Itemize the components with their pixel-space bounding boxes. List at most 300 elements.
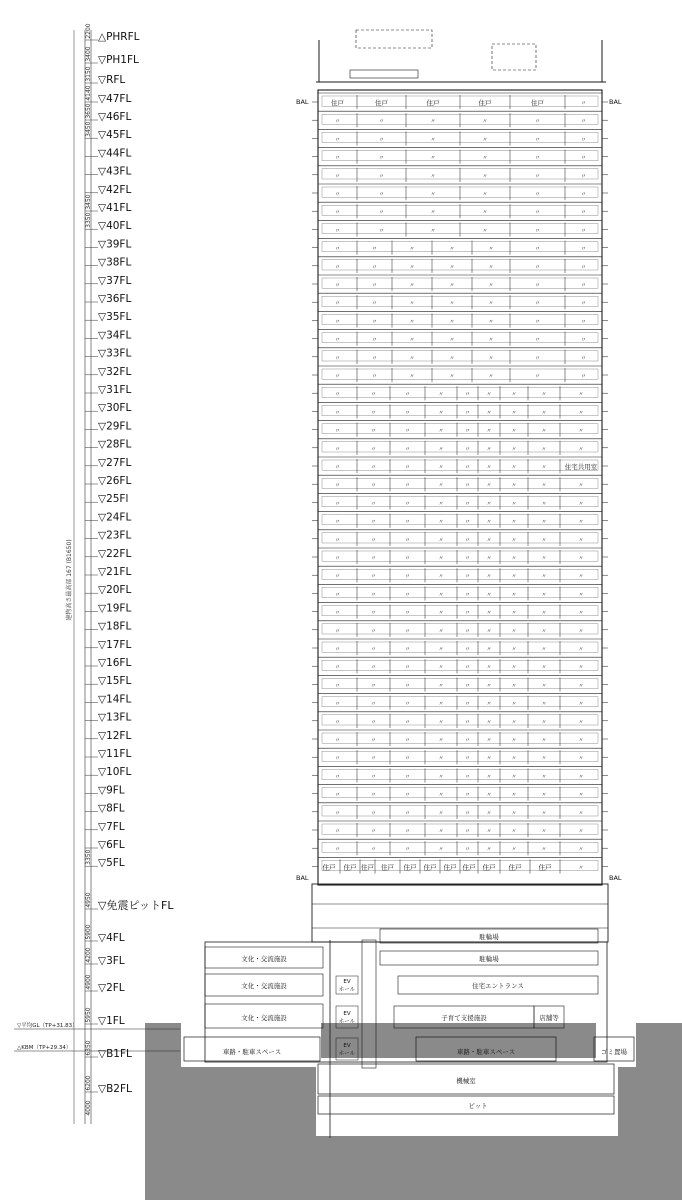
level-dim-45FL: 3450 xyxy=(85,121,92,137)
unit-label: 〃 xyxy=(541,446,547,453)
unit-label: 〃 xyxy=(464,665,471,672)
unit-label: 〃 xyxy=(334,483,341,490)
unit-label: 〃 xyxy=(370,610,377,617)
bal-label-east-top: BAL xyxy=(609,98,622,106)
unit-label: 〃 xyxy=(488,355,494,362)
unit-label: 〃 xyxy=(486,665,492,672)
level-label-5FL: ▽5FL xyxy=(98,857,125,870)
unit-label: 〃 xyxy=(541,683,547,690)
unit-label: 〃 xyxy=(334,592,341,599)
tower-floor-band xyxy=(322,351,598,361)
unit-label: 〃 xyxy=(482,210,488,217)
unit-label: 〃 xyxy=(334,155,341,162)
level-label-8FL: ▽8FL xyxy=(98,802,125,815)
unit-label: 〃 xyxy=(534,137,541,144)
unit-label: 住戸 xyxy=(331,99,344,107)
ev-label-b1: EV xyxy=(343,1043,351,1049)
unit-label: 〃 xyxy=(541,574,547,581)
unit-label: 〃 xyxy=(578,865,584,872)
unit-label: 〃 xyxy=(334,264,341,271)
unit-label: 〃 xyxy=(438,756,444,763)
unit-label: 〃 xyxy=(334,428,341,435)
level-label-32FL: ▽32FL xyxy=(98,365,132,378)
unit-label: 住戸 xyxy=(531,99,544,107)
unit-label: 〃 xyxy=(404,628,411,635)
unit-label: 〃 xyxy=(486,719,492,726)
unit-label: 〃 xyxy=(404,847,411,854)
unit-label: 〃 xyxy=(438,519,444,526)
podium-pit-zone xyxy=(312,884,608,942)
total-height-label: 建物高さ最高部 167 (B1650) xyxy=(66,539,73,621)
unit-label: 〃 xyxy=(486,446,492,453)
unit-label: 〃 xyxy=(511,628,517,635)
unit-label: 〃 xyxy=(486,410,492,417)
unit-label: 住戸 xyxy=(343,863,357,872)
unit-label: 住戸 xyxy=(538,863,552,872)
unit-label: 〃 xyxy=(438,628,444,635)
unit-label: 〃 xyxy=(534,283,541,289)
unit-label: 〃 xyxy=(464,592,471,599)
unit-label: 〃 xyxy=(541,829,547,835)
hall-label-b1: ホール xyxy=(338,1051,356,1057)
unit-label: 〃 xyxy=(486,701,492,708)
unit-label: 〃 xyxy=(541,628,547,635)
unit-label: 〃 xyxy=(464,756,471,763)
level-label-21FL: ▽21FL xyxy=(98,566,132,578)
unit-label: 〃 xyxy=(438,810,444,817)
level-label-36FL: ▽36FL xyxy=(98,293,132,305)
unit-label: 〃 xyxy=(409,264,415,271)
unit-label: 〃 xyxy=(541,738,547,744)
unit-label: 住宅共用室 xyxy=(564,463,598,471)
penthouse-dashed xyxy=(356,30,432,48)
unit-label: 〃 xyxy=(430,155,436,162)
level-label-PH_R_FL: △PHRFL xyxy=(98,31,140,43)
unit-label: 〃 xyxy=(511,792,517,799)
unit-label: 〃 xyxy=(370,574,377,581)
unit-label: 〃 xyxy=(580,264,587,271)
unit-label: 〃 xyxy=(430,119,436,126)
unit-label: 〃 xyxy=(486,483,492,490)
unit-label: 〃 xyxy=(334,810,341,817)
unit-label: 〃 xyxy=(438,847,444,854)
unit-label: 〃 xyxy=(580,173,587,180)
level-dim-5FL: 3350 xyxy=(85,849,92,865)
unit-label: 〃 xyxy=(370,719,377,726)
unit-label: 〃 xyxy=(404,592,411,599)
unit-label: 〃 xyxy=(334,501,341,508)
unit-label: 〃 xyxy=(464,610,471,617)
level-label-43FL: ▽43FL xyxy=(98,165,132,178)
unit-label: 〃 xyxy=(430,228,436,235)
pit-label: ピット xyxy=(468,1102,488,1110)
level-label-41FL: ▽41FL xyxy=(98,202,132,214)
unit-label: 〃 xyxy=(438,738,444,744)
unit-label: 〃 xyxy=(486,592,492,599)
level-dim-B2FL: 6200 xyxy=(85,1075,92,1091)
unit-label: 〃 xyxy=(488,374,494,380)
tower-floor-band xyxy=(322,314,598,324)
unit-label: 〃 xyxy=(464,428,471,435)
unit-label: 〃 xyxy=(370,774,377,781)
tower-floor-band xyxy=(322,842,598,852)
tower-floor-band xyxy=(322,769,598,779)
unit-label: 〃 xyxy=(449,319,455,326)
level-label-4FL: ▽4FL xyxy=(98,932,125,944)
level-label-35FL: ▽35FL xyxy=(98,311,132,324)
culture-1f-label: 文化・交流施設 xyxy=(241,1014,287,1022)
tower-floor-band xyxy=(322,405,598,415)
unit-label: 〃 xyxy=(370,519,377,526)
unit-label: 〃 xyxy=(534,192,541,198)
unit-label: 〃 xyxy=(464,792,471,799)
unit-label: 〃 xyxy=(534,228,541,235)
unit-label: 〃 xyxy=(438,392,444,399)
unit-label: 〃 xyxy=(404,574,411,581)
unit-label: 〃 xyxy=(404,792,411,799)
level-label-34FL: ▽34FL xyxy=(98,329,132,342)
unit-label: 〃 xyxy=(511,392,517,399)
unit-label: 〃 xyxy=(541,592,547,599)
unit-label: 〃 xyxy=(482,173,488,180)
basement-cut-west xyxy=(181,1023,321,1067)
unit-label: 〃 xyxy=(578,847,584,854)
unit-label: 〃 xyxy=(334,355,341,362)
unit-label: 〃 xyxy=(334,374,341,380)
level-label-27FL: ▽27FL xyxy=(98,456,132,469)
unit-label: 〃 xyxy=(534,337,541,344)
unit-label: 〃 xyxy=(486,428,492,435)
unit-label: 〃 xyxy=(486,465,492,471)
tower-floor-band xyxy=(322,806,598,816)
unit-label: 〃 xyxy=(511,428,517,435)
level-label-B2FL: ▽B2FL xyxy=(98,1083,132,1095)
level-label-40FL: ▽40FL xyxy=(98,220,132,233)
unit-label: 〃 xyxy=(580,355,587,362)
unit-label: 〃 xyxy=(486,683,492,690)
unit-label: 〃 xyxy=(580,283,587,289)
unit-label: 〃 xyxy=(409,374,415,380)
unit-label: 〃 xyxy=(541,428,547,435)
unit-label: 〃 xyxy=(578,683,584,690)
unit-label: 住戸 xyxy=(426,99,440,107)
penthouse-dashed-2 xyxy=(492,44,536,70)
unit-label: 〃 xyxy=(404,701,411,708)
unit-label: 〃 xyxy=(464,519,471,526)
hall-label-2f: ホール xyxy=(338,987,356,993)
tower-floor-band xyxy=(322,533,598,543)
unit-label: 〃 xyxy=(334,173,341,180)
unit-label: 住戸 xyxy=(478,99,492,107)
unit-label: 〃 xyxy=(438,483,444,490)
unit-label: 〃 xyxy=(370,792,377,799)
unit-label: 〃 xyxy=(464,719,471,726)
unit-label: 〃 xyxy=(449,246,455,253)
unit-label: 〃 xyxy=(449,301,455,308)
unit-label: 〃 xyxy=(580,337,587,344)
level-dim-B1FL: 6350 xyxy=(85,1040,92,1056)
unit-label: 〃 xyxy=(334,283,341,289)
unit-label: 〃 xyxy=(430,210,436,217)
unit-label: 〃 xyxy=(464,738,471,744)
unit-label: 〃 xyxy=(404,483,411,490)
unit-label: 〃 xyxy=(438,537,444,544)
unit-label: 住戸 xyxy=(361,863,374,872)
unit-label: 〃 xyxy=(334,228,341,235)
unit-label: 〃 xyxy=(511,719,517,726)
unit-label: 〃 xyxy=(580,301,587,308)
unit-label: 〃 xyxy=(511,410,517,417)
level-label-39FL: ▽39FL xyxy=(98,238,132,251)
unit-label: 〃 xyxy=(486,501,492,508)
unit-label: 〃 xyxy=(378,119,385,126)
childcare-label: 子育て支援施設 xyxy=(441,1014,487,1022)
level-label-2FL: ▽2FL xyxy=(98,982,125,994)
level-dim-41FL: 3450 xyxy=(85,194,92,210)
unit-label: 〃 xyxy=(438,428,444,435)
unit-label: 〃 xyxy=(541,701,547,708)
unit-label: 〃 xyxy=(488,283,494,289)
unit-label: 〃 xyxy=(511,701,517,708)
unit-label: 〃 xyxy=(511,683,517,690)
unit-label: 〃 xyxy=(334,701,341,708)
unit-label: 〃 xyxy=(534,264,541,271)
unit-label: 〃 xyxy=(578,647,584,653)
level-label-RFL: ▽RFL xyxy=(98,74,126,86)
unit-label: 〃 xyxy=(578,665,584,672)
level-dim-2FL: 4900 xyxy=(85,974,92,990)
unit-label: 〃 xyxy=(449,283,455,289)
unit-label: 〃 xyxy=(334,465,341,471)
level-dim-PH1FL: 3400 xyxy=(85,46,92,62)
unit-label: 〃 xyxy=(378,155,385,162)
unit-label: 〃 xyxy=(438,701,444,708)
unit-label: 〃 xyxy=(541,556,547,562)
unit-label: 〃 xyxy=(578,519,584,526)
unit-label: 〃 xyxy=(404,428,411,435)
unit-label: 〃 xyxy=(578,574,584,581)
unit-label: 〃 xyxy=(404,446,411,453)
level-label-26FL: ▽26FL xyxy=(98,475,132,487)
tower-floor-band xyxy=(322,369,598,379)
unit-label: 〃 xyxy=(578,446,584,453)
unit-label: 〃 xyxy=(578,810,584,817)
level-label-3FL: ▽3FL xyxy=(98,955,125,967)
unit-label: 住戸 xyxy=(423,863,437,872)
unit-label: 住戸 xyxy=(482,863,496,872)
unit-label: 住戸 xyxy=(322,863,336,872)
unit-label: 〃 xyxy=(334,537,341,544)
unit-label: 〃 xyxy=(578,483,584,490)
level-label-12FL: ▽12FL xyxy=(98,729,132,742)
tower-floor-band xyxy=(322,697,598,707)
unit-label: 〃 xyxy=(580,155,587,162)
unit-label: 〃 xyxy=(370,683,377,690)
bal-label-west-top: BAL xyxy=(296,98,309,106)
unit-label: 〃 xyxy=(404,556,411,562)
level-markers xyxy=(85,23,174,1095)
unit-label: 〃 xyxy=(541,610,547,617)
unit-label: 〃 xyxy=(370,465,377,471)
level-dim-3FL: 4200 xyxy=(85,947,92,963)
unit-label: 〃 xyxy=(404,683,411,690)
unit-label: 〃 xyxy=(370,501,377,508)
unit-label: 〃 xyxy=(486,574,492,581)
unit-label: 〃 xyxy=(334,337,341,344)
unit-label: 〃 xyxy=(370,483,377,490)
unit-label: 〃 xyxy=(438,683,444,690)
level-label-42FL: ▽42FL xyxy=(98,183,132,196)
unit-label: 〃 xyxy=(486,738,492,744)
unit-label: 〃 xyxy=(438,610,444,617)
unit-label: 〃 xyxy=(334,792,341,799)
unit-label: 〃 xyxy=(464,847,471,854)
culture-3f-label: 文化・交流施設 xyxy=(241,955,287,963)
unit-label: 〃 xyxy=(370,592,377,599)
unit-label: 〃 xyxy=(578,392,584,399)
unit-label: 〃 xyxy=(534,374,541,380)
unit-label: 〃 xyxy=(578,738,584,744)
unit-label: 〃 xyxy=(334,647,341,653)
unit-label: 〃 xyxy=(486,792,492,799)
unit-label: 〃 xyxy=(578,410,584,417)
unit-label: 〃 xyxy=(464,556,471,562)
unit-label: 〃 xyxy=(334,829,341,835)
unit-label: 〃 xyxy=(486,537,492,544)
unit-label: 〃 xyxy=(404,756,411,763)
level-label-45FL: ▽45FL xyxy=(98,129,132,142)
unit-label: 〃 xyxy=(334,319,341,326)
level-dim-4FL: 5900 xyxy=(85,924,92,940)
unit-label: 〃 xyxy=(404,829,411,835)
tower-floor-band xyxy=(322,678,598,688)
unit-label: 〃 xyxy=(404,665,411,672)
unit-label: 〃 xyxy=(334,301,341,308)
unit-label: 〃 xyxy=(486,392,492,399)
unit-label: 〃 xyxy=(404,410,411,417)
unit-label: 〃 xyxy=(449,337,455,344)
unit-label: 〃 xyxy=(511,647,517,653)
basement-cut-east xyxy=(596,1023,636,1067)
level-dim-RFL: 3150 xyxy=(85,66,92,82)
unit-label: 〃 xyxy=(370,701,377,708)
level-label-37FL: ▽37FL xyxy=(98,274,132,287)
level-label-28FL: ▽28FL xyxy=(98,438,132,451)
unit-label: 〃 xyxy=(371,374,378,380)
level-label-7FL: ▽7FL xyxy=(98,820,125,833)
level-dim-40FL: 3350 xyxy=(85,212,92,228)
unit-label: 〃 xyxy=(534,119,541,126)
unit-label: 〃 xyxy=(578,628,584,635)
level-label-31FL: ▽31FL xyxy=(98,384,132,396)
unit-label: 住戸 xyxy=(443,863,457,872)
unit-label: 〃 xyxy=(578,556,584,562)
unit-label: 〃 xyxy=(534,355,541,362)
unit-label: 〃 xyxy=(580,319,587,326)
unit-label: 〃 xyxy=(334,665,341,672)
unit-label: 〃 xyxy=(464,501,471,508)
unit-label: 〃 xyxy=(511,574,517,581)
unit-label: 〃 xyxy=(534,173,541,180)
unit-label: 〃 xyxy=(486,810,492,817)
unit-label: 〃 xyxy=(404,647,411,653)
unit-label: 〃 xyxy=(511,537,517,544)
unit-label: 〃 xyxy=(404,501,411,508)
ev-label-1f: EV xyxy=(343,1011,351,1017)
unit-label: 〃 xyxy=(511,501,517,508)
unit-label: 〃 xyxy=(334,847,341,854)
unit-label: 〃 xyxy=(409,337,415,344)
level-label-29FL: ▽29FL xyxy=(98,420,132,433)
unit-label: 〃 xyxy=(370,647,377,653)
tower-floor-band xyxy=(322,515,598,525)
level-label-10FL: ▽10FL xyxy=(98,766,132,779)
unit-label: 〃 xyxy=(334,610,341,617)
unit-label: 〃 xyxy=(578,537,584,544)
unit-label: 〃 xyxy=(378,192,385,198)
unit-label: 〃 xyxy=(409,246,415,253)
unit-label: 〃 xyxy=(464,392,471,399)
level-label-seismic_pit: ▽免震ピットFL xyxy=(98,899,174,912)
unit-label: 〃 xyxy=(511,810,517,817)
unit-label: 〃 xyxy=(511,446,517,453)
unit-label: 〃 xyxy=(486,519,492,526)
unit-label: 〃 xyxy=(371,246,378,253)
unit-label: 〃 xyxy=(482,119,488,126)
unit-label: 〃 xyxy=(438,774,444,781)
unit-label: 〃 xyxy=(464,465,471,471)
unit-label: 〃 xyxy=(511,774,517,781)
level-label-44FL: ▽44FL xyxy=(98,147,132,160)
unit-label: 〃 xyxy=(404,465,411,471)
unit-label: 〃 xyxy=(371,355,378,362)
unit-label: 〃 xyxy=(370,829,377,835)
unit-label: 〃 xyxy=(541,410,547,417)
unit-label: 〃 xyxy=(464,446,471,453)
tower-floor-band xyxy=(322,478,598,488)
unit-label: 〃 xyxy=(541,847,547,854)
unit-label: 〃 xyxy=(438,792,444,799)
unit-label: 〃 xyxy=(404,719,411,726)
unit-label: 〃 xyxy=(534,246,541,253)
unit-label: 〃 xyxy=(580,119,587,126)
unit-label: 〃 xyxy=(534,301,541,308)
unit-label: 〃 xyxy=(488,246,494,253)
level-label-47FL: ▽47FL xyxy=(98,93,132,105)
unit-label: 〃 xyxy=(486,847,492,854)
unit-label: 〃 xyxy=(488,337,494,344)
unit-label: 〃 xyxy=(541,665,547,672)
parking-east-label: 車路・駐車スペース xyxy=(456,1048,516,1056)
tower-floor-band xyxy=(322,551,598,561)
unit-label: 〃 xyxy=(578,774,584,781)
unit-label: 〃 xyxy=(404,392,411,399)
unit-label: 〃 xyxy=(534,155,541,162)
level-label-1FL: ▽1FL xyxy=(98,1015,125,1027)
unit-label: 〃 xyxy=(334,556,341,562)
unit-label: 〃 xyxy=(371,283,378,289)
unit-label: 〃 xyxy=(464,483,471,490)
unit-label: 〃 xyxy=(578,501,584,508)
unit-label: 〃 xyxy=(378,137,385,144)
unit-label: 〃 xyxy=(541,465,547,471)
level-label-17FL: ▽17FL xyxy=(98,638,132,651)
level-label-13FL: ▽13FL xyxy=(98,711,132,724)
unit-label: 〃 xyxy=(370,556,377,562)
unit-label: 〃 xyxy=(438,719,444,726)
unit-label: 〃 xyxy=(438,446,444,453)
unit-label: 〃 xyxy=(486,610,492,617)
